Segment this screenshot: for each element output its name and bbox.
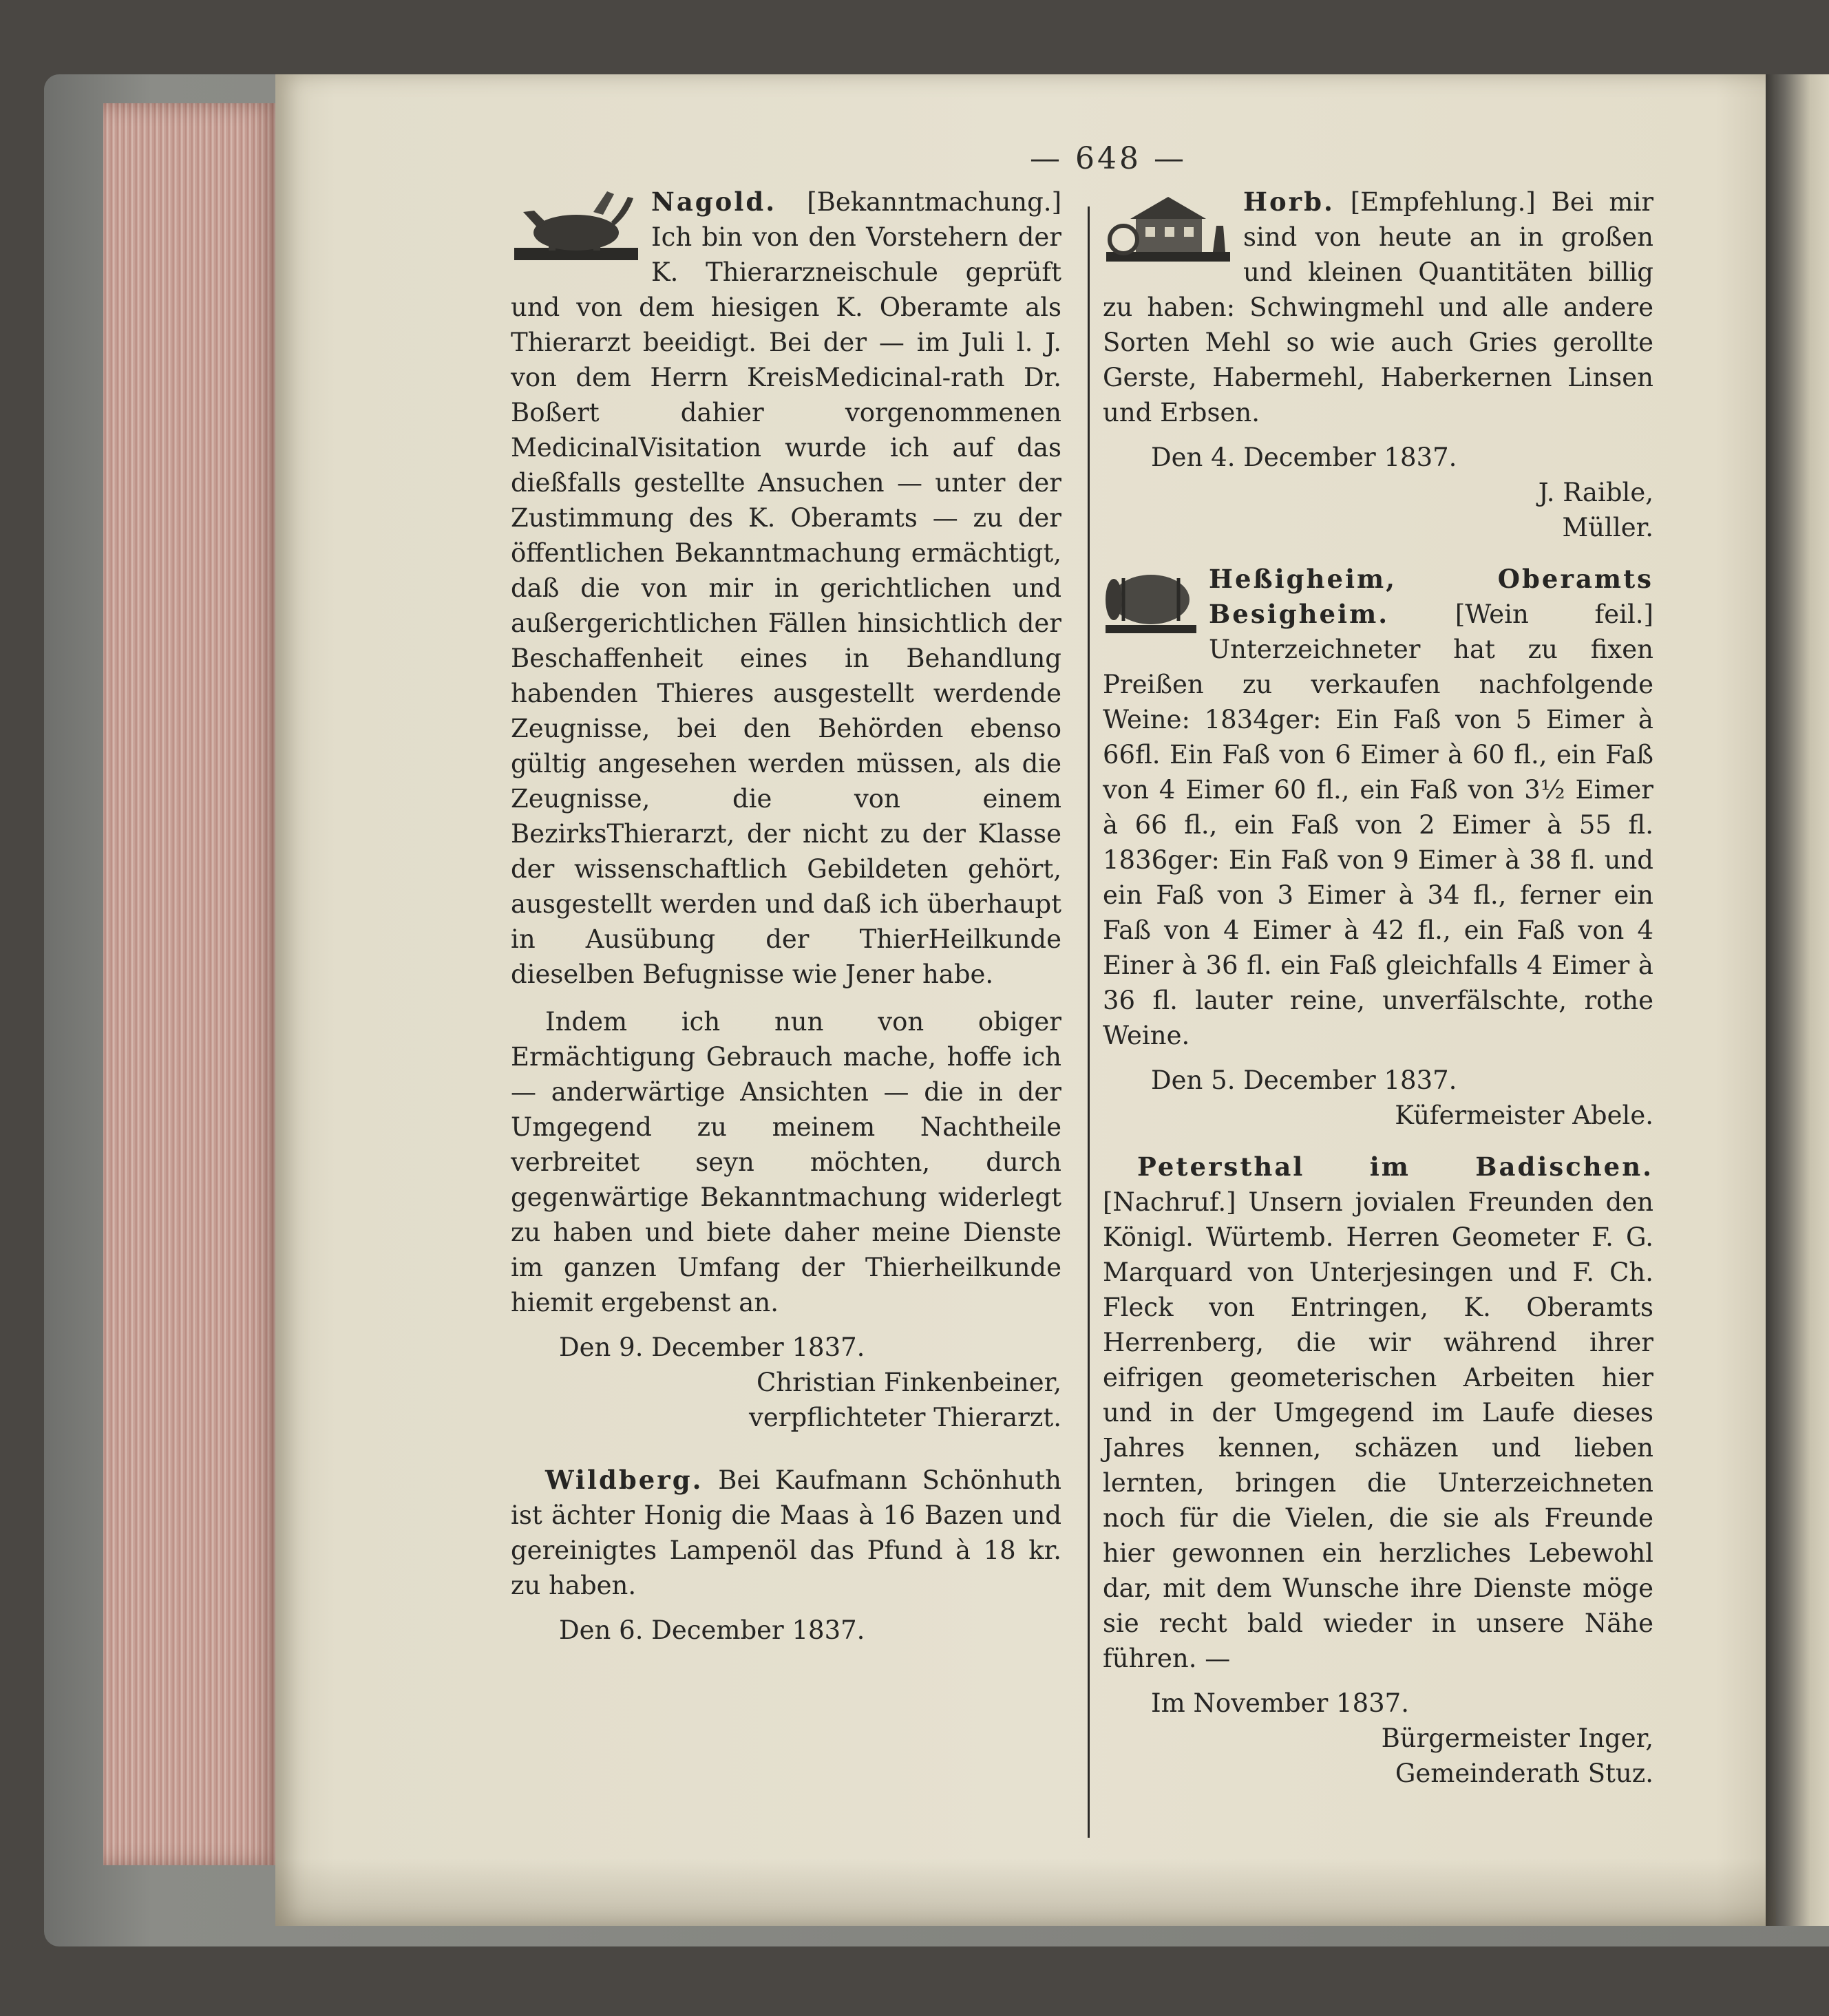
ad-wildberg-body: Bei Kaufmann Schönhuth ist ächter Honig die Maas à 16 Bazen und gereinigtes Lampenöl das Pfund à 18 kr. zu haben.: [511, 1465, 1061, 1600]
page-number: — 648 —: [1030, 141, 1187, 176]
ad-hessigheim: [1103, 562, 1653, 1133]
ad-nagold-signature: Christian Finkenbeiner,: [756, 1368, 1061, 1397]
horse-vignette-icon: [511, 184, 642, 267]
ad-hessigheim-place: Heßigheim, Oberamts Besigheim.: [1209, 564, 1653, 629]
barrel-vignette-icon: [1103, 562, 1199, 637]
ad-horb-signature: J. Raible,: [1538, 478, 1653, 507]
ad-nagold-place: Nagold.: [651, 187, 777, 217]
mill-vignette-icon: [1103, 184, 1234, 267]
ad-horb-title: Müller.: [1562, 513, 1653, 542]
page-shadow: [275, 1858, 1776, 1926]
ad-horb-place: Horb.: [1243, 187, 1335, 217]
ad-horb-type: [Empfehlung.]: [1350, 187, 1536, 217]
ad-peterstal-place: Petersthal im Badischen.: [1137, 1152, 1653, 1182]
ad-nagold-body2: Indem ich nun von obiger Ermächtigung Gebrauch mache, hoffe ich — anderwärtige Ansichten — die in der Umgegend zu meinem Nachtheile verbreitet seyn möchten, durch gegenwärtige Bekanntmachung widerlegt zu haben und biete daher meine Dienste im ganzen Umfang der Thierheilkunde hiemit ergebenst an.: [511, 1007, 1061, 1317]
ad-peterstal-signature: Bürgermeister Inger,: [1381, 1723, 1653, 1753]
ad-hessigheim-type: [Wein feil.]: [1455, 600, 1653, 629]
right-column: [1103, 184, 1653, 1807]
ad-wildberg: [511, 1463, 1061, 1648]
ad-peterstal-body: Unsern jovialen Freunden den Königl. Würtemb. Herren Geometer F. G. Marquard von Unterjesingen und F. Ch. Fleck von Entringen, K. Oberamts Herrenberg, die wir während ihrer eifrigen geometerischen Arbeiten hier und in der Umgegend im Laufe dieses Jahres kennen, schäzen und lieben lernten, bringen die Unterzeichneten noch für die Vielen, die sie als Freunde hier gewonnen ein herzliches Lebewohl dar, mit dem Wunsche ihre Dienste möge sie recht bald wieder in unsere Nähe führen. —: [1103, 1187, 1653, 1673]
ad-nagold: [511, 184, 1061, 1435]
ad-nagold-body: Ich bin von den Vorstehern der K. Thierarzneischule geprüft und von dem hiesigen K. Oberamte als Thierarzt beeidigt. Bei der — im Juli l. J. von dem Herrn KreisMedicinal-rath Dr. Boßert dahier vorgenommenen MedicinalVisitation wurde ich auf das dießfalls gestellte Ansuchen — unter der Zustimmung des K. Oberamts — zu der öffentlichen Bekanntmachung ermächtigt, daß die von mir in gerichtlichen und außergerichtlichen Fällen hinsichtlich der Beschaffenheit eines in Behandlung habenden Thieres ausgestellt werdende Zeugnisse, bei den Behörden ebenso gültig angesehen werden müssen, als die Zeugnisse, die von einem BezirksThierarzt, der nicht zu der Klasse der wissenschaftlich Gebildeten gehört, ausgestellt werden und daß ich überhaupt in Ausübung der ThierHeilkunde dieselben Befugnisse wie Jener habe.: [511, 222, 1061, 989]
ad-peterstal-type: [Nachruf.]: [1103, 1187, 1236, 1217]
ad-nagold-type: [Bekanntmachung.]: [807, 187, 1061, 217]
book-gutter: [1766, 74, 1829, 1926]
ad-wildberg-date: Den 6. December 1837.: [559, 1615, 865, 1645]
ad-horb: [1103, 184, 1653, 545]
ad-nagold-title: verpflichteter Thierarzt.: [748, 1403, 1061, 1432]
ad-peterstal-signature2: Gemeinderath Stuz.: [1395, 1759, 1653, 1788]
ad-peterstal: [1103, 1149, 1653, 1791]
ad-horb-date: Den 4. December 1837.: [1151, 443, 1457, 472]
ad-horb-body: Bei mir sind von heute an in großen und kleinen Quantitäten billig zu haben: Schwingmehl und alle andere Sorten Mehl so wie auch Gries gerollte Gerste, Habermehl, Haberkernen Linsen und Erbsen.: [1103, 187, 1654, 427]
column-divider: [1088, 206, 1090, 1838]
page-edges: [103, 103, 282, 1865]
ad-hessigheim-date: Den 5. December 1837.: [1151, 1065, 1457, 1095]
ad-hessigheim-body: Unterzeichneter hat zu fixen Preißen zu verkaufen nachfolgende Weine: 1834ger: Ein Faß von 5 Eimer à 66fl. Ein Faß von 6 Eimer à 60 fl., ein Faß von 4 Eimer 60 fl., ein Faß von 3½ Eimer à 66 fl., ein Faß von 2 Eimer à 55 fl. 1836ger: Ein Faß von 9 Eimer à 38 fl. und ein Faß von 3 Eimer à 34 fl., ferner ein Faß von 4 Eimer à 42 fl., ein Faß von 4 Einer à 36 fl. ein Faß gleichfalls 4 Eimer à 36 fl. lauter reine, unverfälschte, rothe Weine.: [1103, 635, 1653, 1050]
ad-wildberg-place: Wildberg.: [545, 1465, 704, 1495]
left-column: [511, 184, 1061, 1664]
ad-hessigheim-signature: Küfermeister Abele.: [1395, 1101, 1653, 1130]
ad-nagold-date: Den 9. December 1837.: [559, 1333, 865, 1362]
ad-peterstal-date: Im November 1837.: [1151, 1688, 1409, 1718]
